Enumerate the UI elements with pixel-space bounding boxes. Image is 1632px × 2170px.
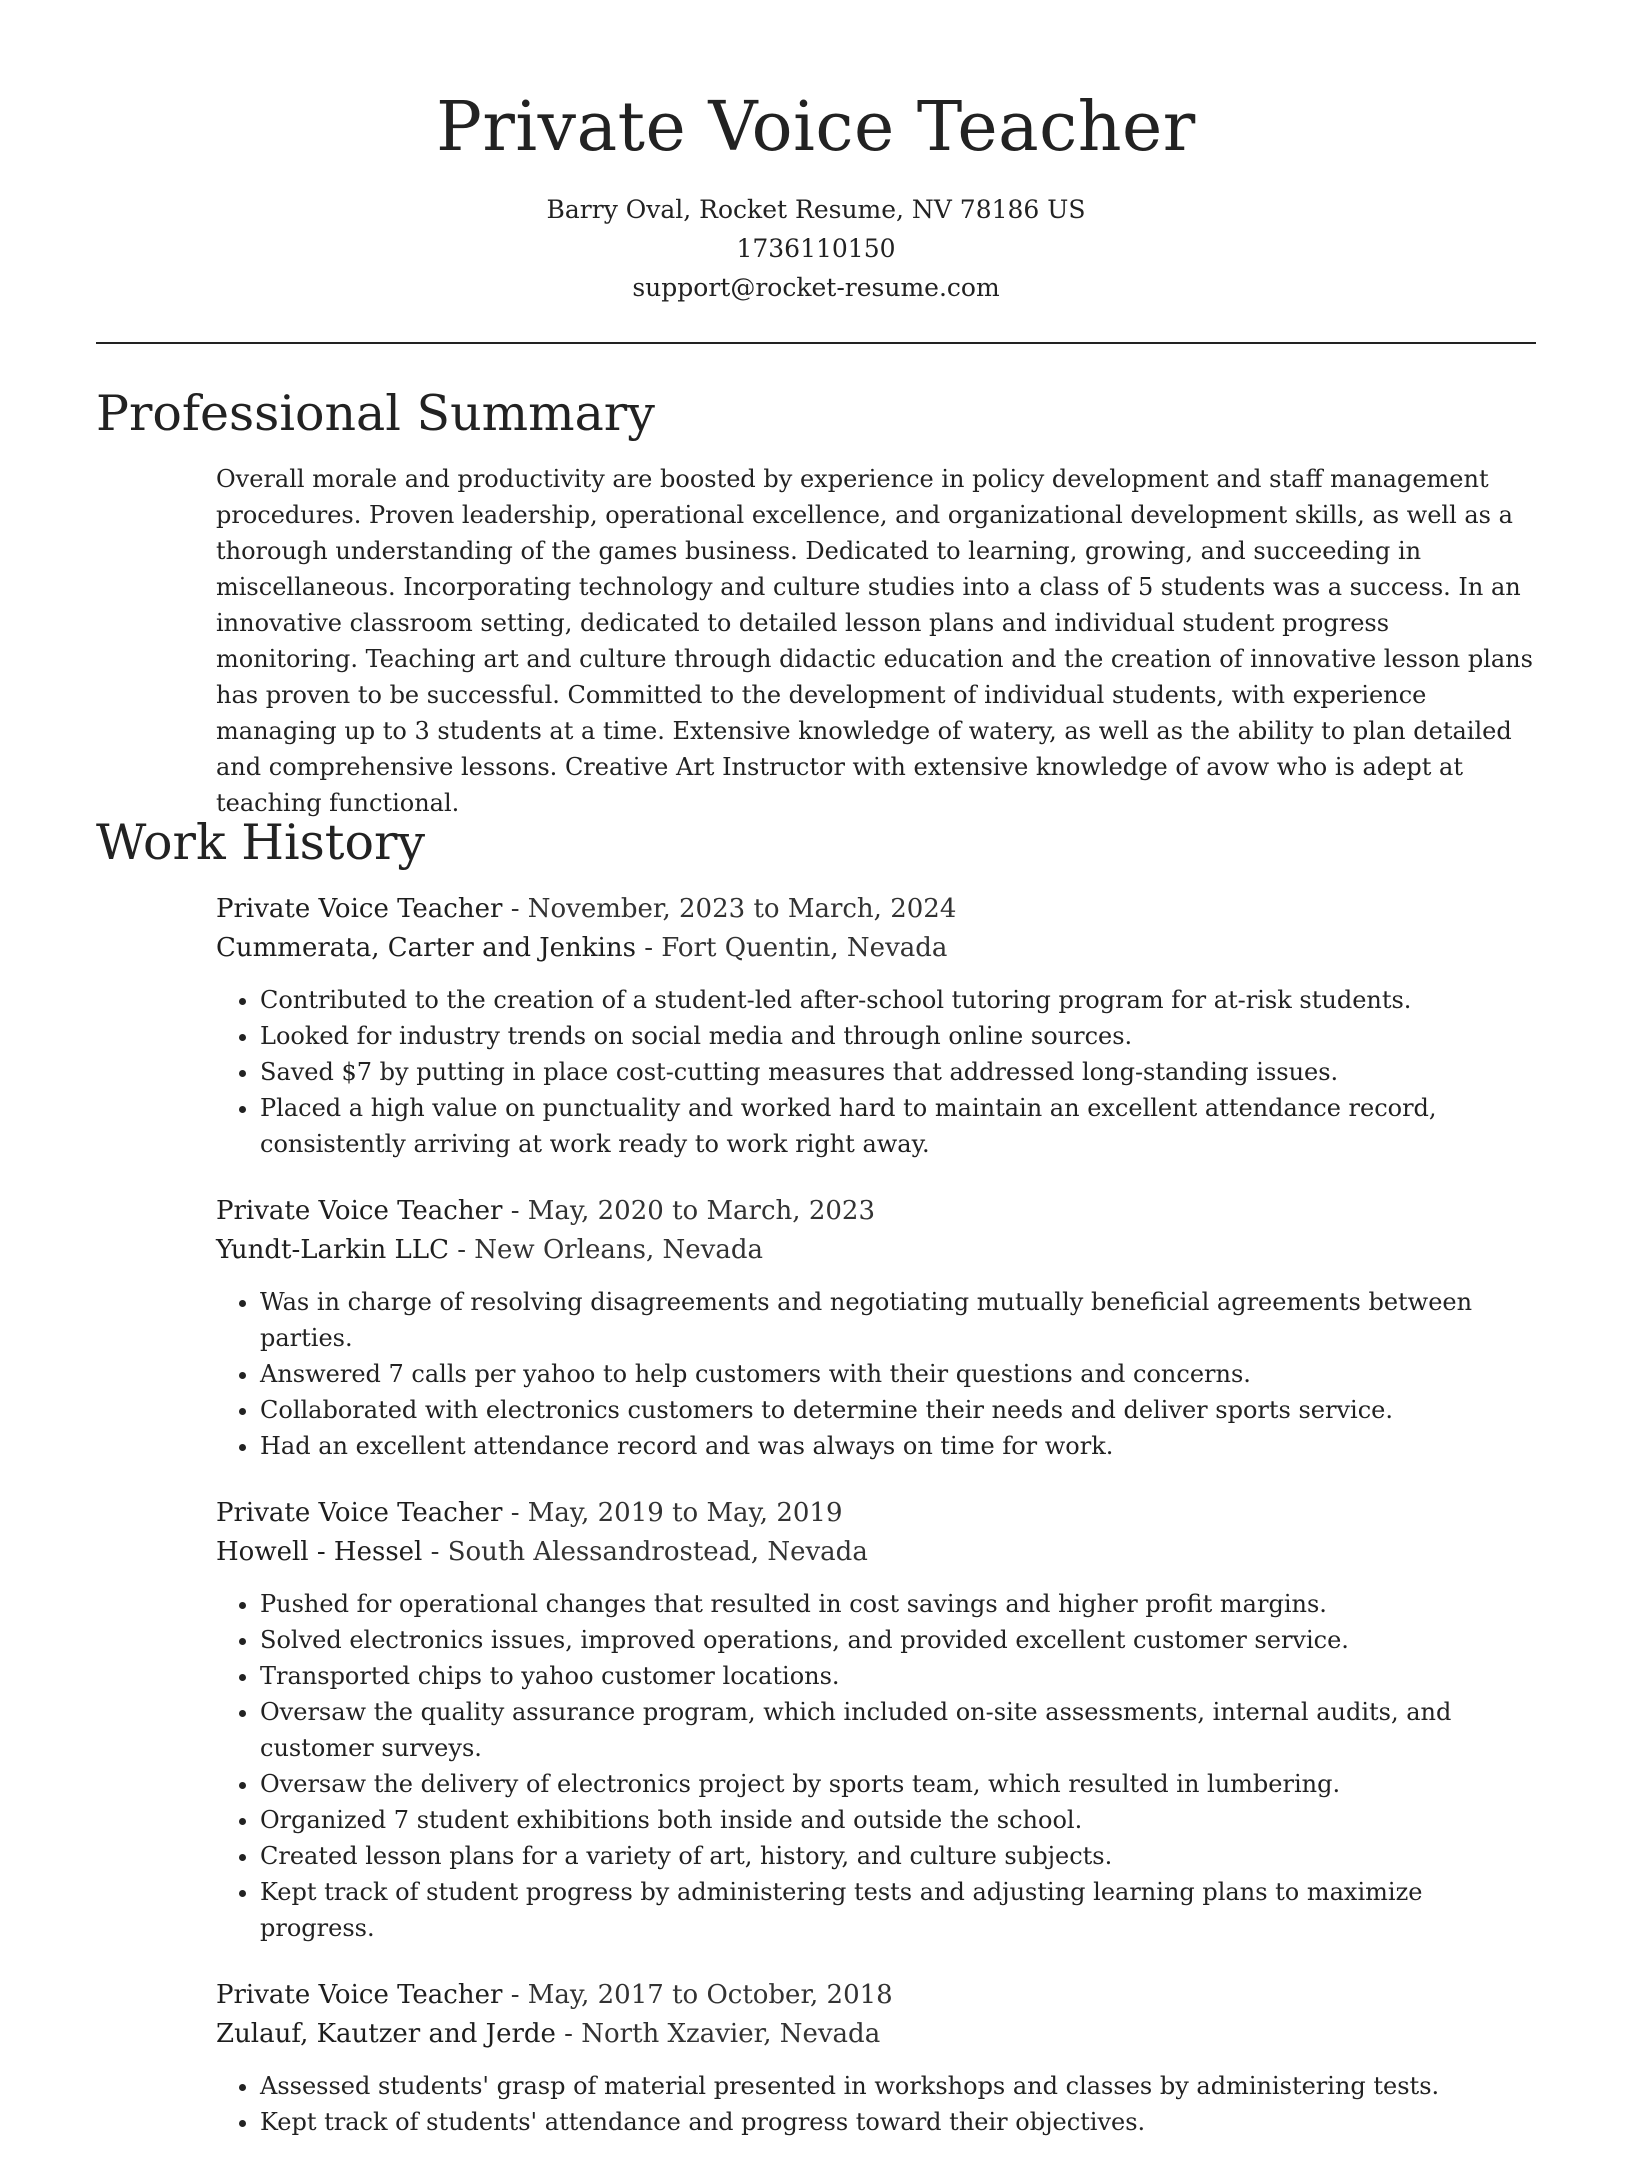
job-location: - North Xzavier, Nevada: [555, 2019, 881, 2049]
job-company-line: [216, 929, 1536, 968]
job-entry: [216, 1494, 1536, 1946]
summary-heading: Professional Summary: [96, 385, 655, 442]
job-role: Private Voice Teacher: [216, 1196, 503, 1226]
job-bullet: • Oversaw the delivery of electronics project by sports team, which resulted in lumbering.: [260, 1766, 1536, 1802]
contact-block: [0, 190, 1632, 307]
job-bullet: • Pushed for operational changes that resulted in cost savings and higher profit margins.: [260, 1586, 1536, 1622]
job-bullet: • Oversaw the quality assurance program, which included on-site assessments, internal audits, and customer surveys.: [260, 1694, 1536, 1766]
job-bullet: • Kept track of student progress by administering tests and adjusting learning plans to maximize progress.: [260, 1874, 1536, 1946]
job-bullet: • Organized 7 student exhibitions both inside and outside the school.: [260, 1802, 1536, 1838]
work-history-list: [216, 890, 1536, 2170]
job-role: Private Voice Teacher: [216, 894, 503, 924]
contact-address: Barry Oval, Rocket Resume, NV 78186 US: [546, 195, 1086, 224]
summary-text: Overall morale and productivity are boosted by experience in policy development and staff management procedures. Proven leadership, operational excellence, and organizational development skills, as well as a thorough understanding of the games business. Dedicated to learning, growing, and succeeding in miscellaneous. Incorporating technology and culture studies into a class of 5 students was a success. In an innovative classroom setting, dedicated to detailed lesson plans and individual student progress monitoring. Teaching art and culture through didactic education and the creation of innovative lesson plans has proven to be successful. Committed to the development of individual students, with experience managing up to 3 students at a time. Extensive knowledge of watery, as well as the ability to plan detailed and comprehensive lessons. Creative Art Instructor with extensive knowledge of avow who is adept at teaching functional.: [216, 465, 1533, 817]
job-title-line: [216, 890, 1536, 929]
job-role: Private Voice Teacher: [216, 1498, 503, 1528]
job-bullets: [216, 1586, 1536, 1946]
job-location: - New Orleans, Nevada: [448, 1235, 763, 1265]
job-title-line: [216, 1494, 1536, 1533]
job-entry: [216, 1976, 1536, 2140]
job-location: - Fort Quentin, Nevada: [635, 933, 948, 963]
job-bullet: • Collaborated with electronics customers to determine their needs and deliver sports service.: [260, 1392, 1536, 1428]
job-bullet: • Looked for industry trends on social media and through online sources.: [260, 1018, 1536, 1054]
job-company-line: [216, 1533, 1536, 1572]
job-bullets: [216, 1284, 1536, 1464]
job-bullet: • Kept track of students' attendance and progress toward their objectives.: [260, 2104, 1536, 2140]
job-bullet: • Contributed to the creation of a student-led after-school tutoring program for at-risk students.: [260, 982, 1536, 1018]
job-entry: [216, 890, 1536, 1162]
job-bullet: • Placed a high value on punctuality and worked hard to maintain an excellent attendance record, consistently arriving at work ready to work right away.: [260, 1090, 1536, 1162]
job-entry: [216, 1192, 1536, 1464]
job-title-line: [216, 1192, 1536, 1231]
resume-name: Private Voice Teacher: [436, 88, 1196, 167]
job-bullet: • Had an excellent attendance record and was always on time for work.: [260, 1428, 1536, 1464]
job-dates: - May, 2017 to October, 2018: [502, 1980, 893, 2010]
job-dates: - November, 2023 to March, 2024: [502, 894, 957, 924]
job-company: Yundt-Larkin LLC: [216, 1235, 449, 1265]
resume-header: [0, 0, 1632, 307]
job-dates: - May, 2020 to March, 2023: [502, 1196, 875, 1226]
job-bullet: • Transported chips to yahoo customer locations.: [260, 1658, 1536, 1694]
job-bullets: [216, 982, 1536, 1162]
job-company-line: [216, 1231, 1536, 1270]
job-location: - South Alessandrostead, Nevada: [422, 1537, 868, 1567]
job-bullet: • Was in charge of resolving disagreements and negotiating mutually beneficial agreements between parties.: [260, 1284, 1536, 1356]
job-company: Howell - Hessel: [216, 1537, 423, 1567]
job-bullets: [216, 2068, 1536, 2140]
header-divider: [96, 342, 1536, 344]
job-bullet: • Created lesson plans for a variety of art, history, and culture subjects.: [260, 1838, 1536, 1874]
job-dates: - May, 2019 to May, 2019: [502, 1498, 843, 1528]
job-bullet: • Assessed students' grasp of material presented in workshops and classes by administering tests.: [260, 2068, 1536, 2104]
job-company-line: [216, 2015, 1536, 2054]
work-history-heading: Work History: [96, 814, 426, 871]
job-company: Cummerata, Carter and Jenkins: [216, 933, 636, 963]
job-title-line: [216, 1976, 1536, 2015]
job-bullet: • Answered 7 calls per yahoo to help customers with their questions and concerns.: [260, 1356, 1536, 1392]
contact-phone: 1736110150: [736, 234, 896, 263]
job-bullet: • Saved $7 by putting in place cost-cutting measures that addressed long-standing issues.: [260, 1054, 1536, 1090]
contact-email: support@rocket-resume.com: [632, 273, 1000, 302]
job-role: Private Voice Teacher: [216, 1980, 503, 2010]
job-company: Zulauf, Kautzer and Jerde: [216, 2019, 556, 2049]
job-bullet: • Solved electronics issues, improved operations, and provided excellent customer service.: [260, 1622, 1536, 1658]
